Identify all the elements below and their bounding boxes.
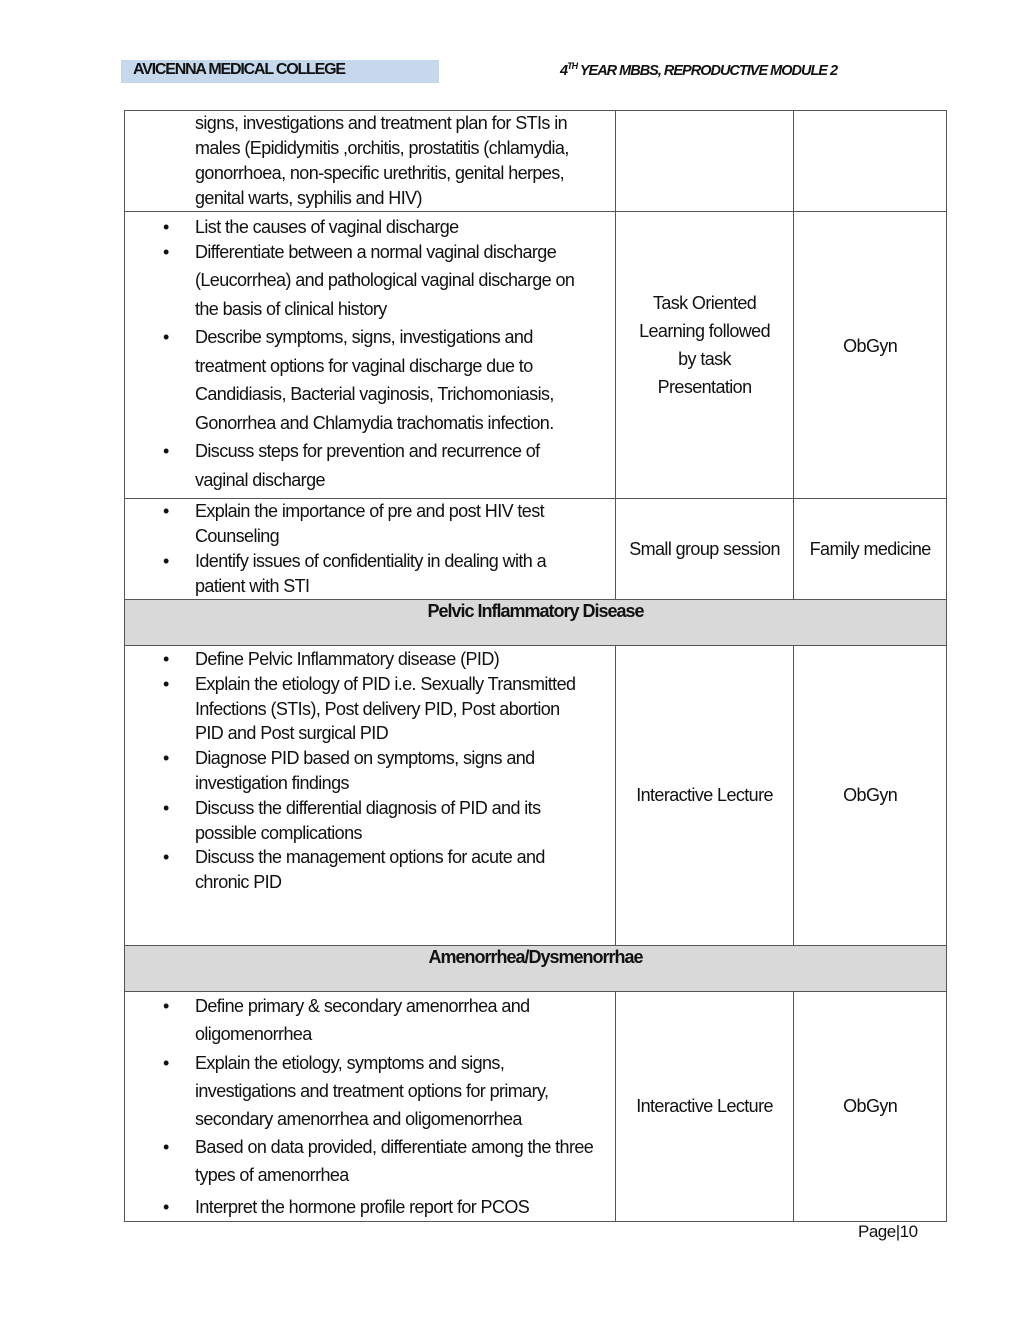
objectives-cell (125, 499, 616, 600)
table-row (125, 992, 947, 1222)
objective-item: • Discuss the differential diagnosis of PID and its possible complications (195, 796, 585, 846)
objective-item: • Define Pelvic Inflammatory disease (PID) (195, 647, 585, 672)
section-title: Amenorrhea/Dysmenorrhae (428, 947, 643, 967)
objective-item: • Identify issues of confidentiality in dealing with a patient with STI (195, 549, 595, 599)
objective-item: • List the causes of vaginal discharge (195, 216, 597, 238)
department-cell (794, 212, 947, 499)
year-number: 4 (560, 63, 568, 79)
objectives-cell (125, 646, 616, 946)
department-cell (794, 111, 947, 212)
objectives-cell (125, 992, 616, 1222)
objective-item: • Interpret the hormone profile report for PCOS (195, 1193, 595, 1221)
objective-item: • Describe symptoms, signs, investigations and treatment options for vaginal discharge due to Candidiasis, Bacterial vaginosis, Trichomoniasis, Gonorrhea and Chlamydia trachomatis infection. (195, 323, 597, 437)
objective-item: • Explain the etiology of PID i.e. Sexually Transmitted Infections (STIs), Post delivery PID, Post abortion PID and Post surgical PID (195, 672, 585, 746)
curriculum-table (124, 110, 947, 1222)
objective-item: signs, investigations and treatment plan for STIs in males (Epididymitis ,orchitis, prostatitis (chlamydia, gonorrhoea, non-specific urethritis, genital herpes, genital warts, syphilis and HIV) (195, 113, 569, 208)
table-row (125, 212, 947, 499)
objective-item: • Based on data provided, differentiate among the three types of amenorrhea (195, 1133, 595, 1189)
table-row (125, 499, 947, 600)
section-header (125, 946, 947, 992)
objective-item: • Explain the importance of pre and post HIV test Counseling (195, 499, 595, 549)
section-header-row (125, 946, 947, 992)
department-text: ObGyn (843, 335, 898, 356)
module-header (560, 61, 837, 79)
method-cell: Interactive Lecture (615, 646, 794, 946)
page-number: Page|10 (858, 1222, 918, 1241)
department-cell: ObGyn (794, 992, 947, 1222)
method-line: Task Oriented (652, 293, 757, 313)
department-cell: Family medicine (794, 499, 947, 600)
section-header (125, 600, 947, 646)
objective-item: • Diagnose PID based on symptoms, signs and investigation findings (195, 746, 585, 796)
method-cell (615, 212, 794, 499)
objectives-cell (125, 111, 616, 212)
section-header-row (125, 600, 947, 646)
method-cell (615, 111, 794, 212)
objectives-cell (125, 212, 616, 499)
objective-item: • Discuss the management options for acute and chronic PID (195, 845, 585, 895)
method-line: Presentation (657, 377, 752, 397)
objective-item: • Discuss steps for prevention and recurrence of vaginal discharge (195, 437, 597, 494)
method-line: by task (678, 349, 731, 369)
section-title: Pelvic Inflammatory Disease (427, 601, 644, 621)
table-row (125, 646, 947, 946)
table-row (125, 111, 947, 212)
module-title: YEAR MBBS, REPRODUCTIVE MODULE 2 (577, 63, 838, 79)
year-suffix: TH (567, 61, 578, 71)
objective-item: • Define primary & secondary amenorrhea and oligomenorrhea (195, 992, 595, 1048)
objective-item: • Differentiate between a normal vaginal discharge (Leucorrhea) and pathological vaginal discharge on the basis of clinical history (195, 238, 597, 324)
method-line: Learning followed (639, 321, 770, 341)
department-cell: ObGyn (794, 646, 947, 946)
college-name: AVICENNA MEDICAL COLLEGE (133, 61, 345, 78)
objective-item: • Explain the etiology, symptoms and signs, investigations and treatment options for primary, secondary amenorrhea and oligomenorrhea (195, 1049, 595, 1134)
college-header (121, 60, 439, 83)
method-cell: Interactive Lecture (615, 992, 794, 1222)
method-cell: Small group session (615, 499, 794, 600)
